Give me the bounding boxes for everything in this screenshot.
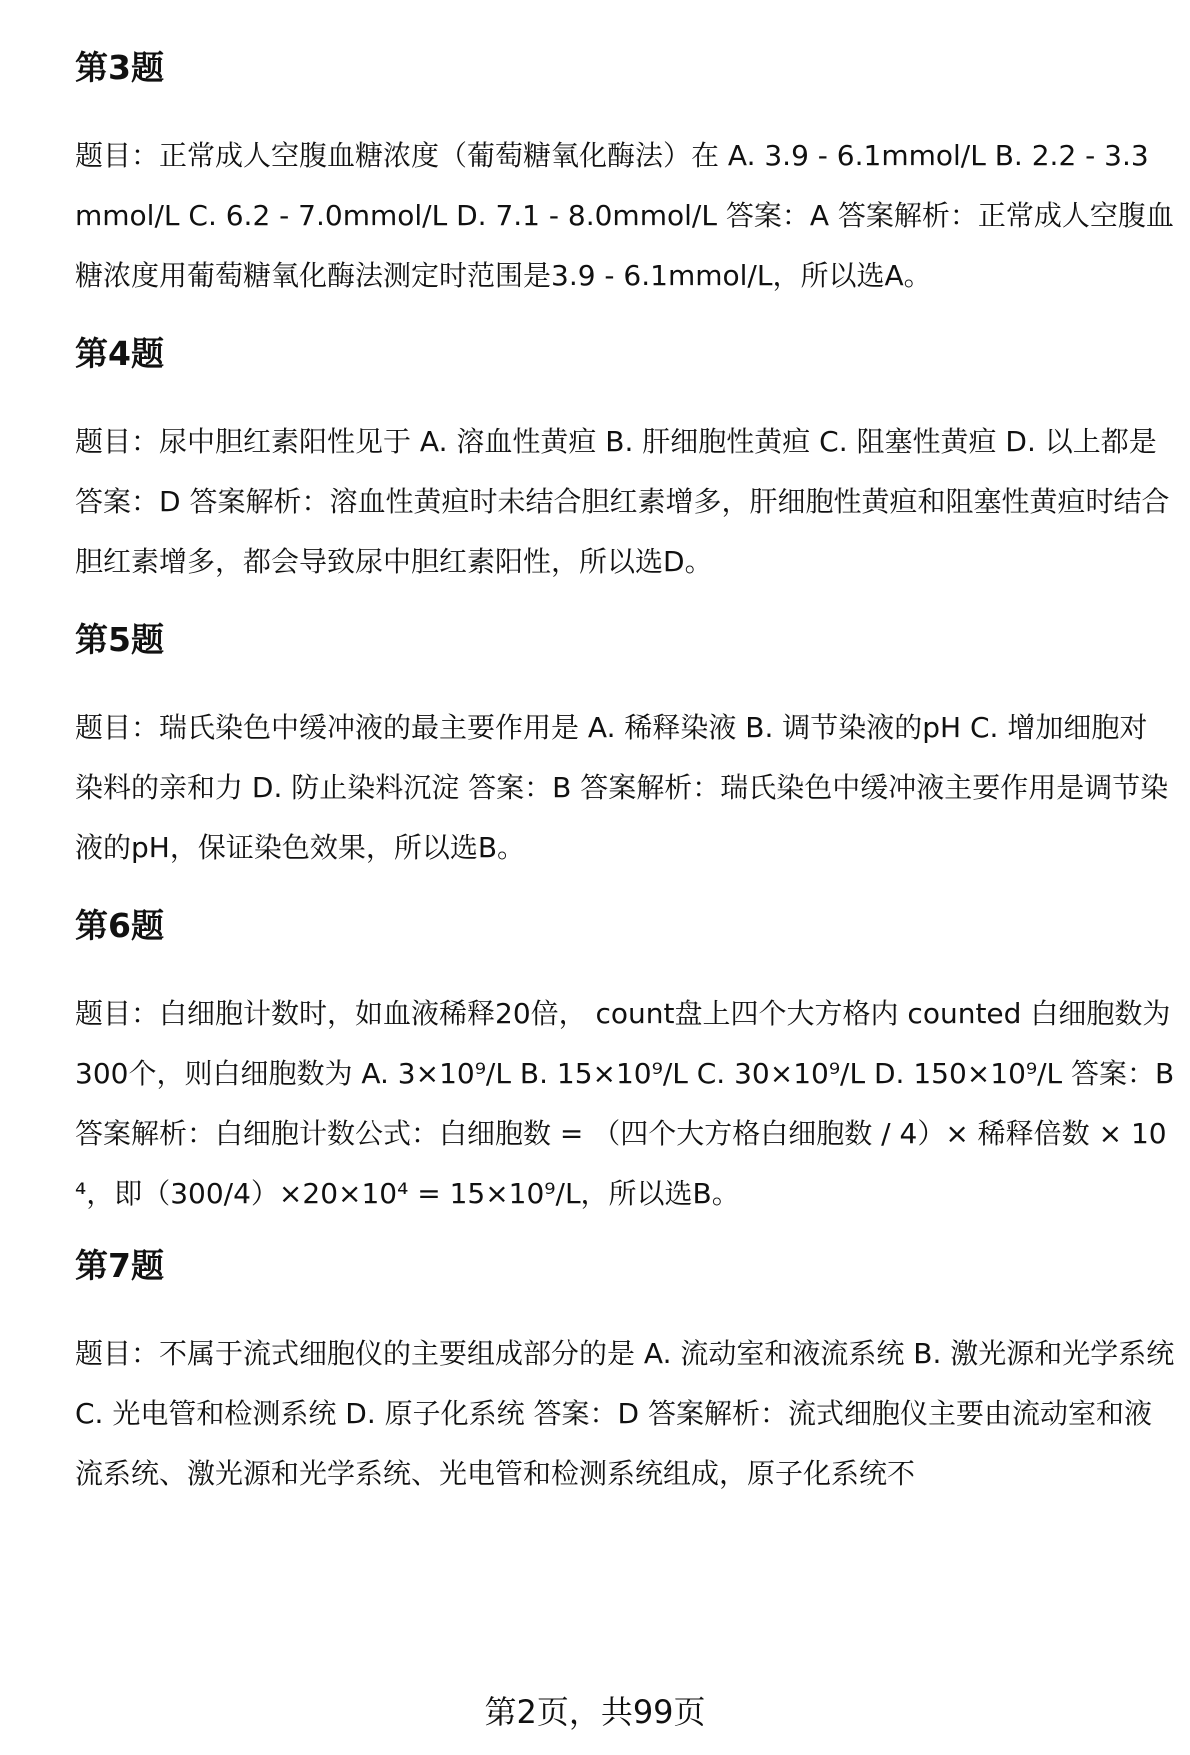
question-4-body: 题目：尿中胆红素阳性见于 A. 溶血性黄疸 B. 肝细胞性黄疸 C. 阻塞性黄疸 D. 以上都是 答案：D 答案解析：溶血性黄疸时未结合胆红素增多，肝细胞性黄疸和阻塞性黄疸时结合胆红素增多，都会导致尿中胆红素阳性，所以选D。 bbox=[75, 425, 1170, 578]
question-3-heading: 第3题 bbox=[75, 48, 164, 87]
question-5-body: 题目：瑞氏染色中缓冲液的最主要作用是 A. 稀释染液 B. 调节染液的pH C. 增加细胞对染料的亲和力 D. 防止染料沉淀 答案：B 答案解析：瑞氏染色中缓冲液主要作用是调节染液的pH，保证染色效果，所以选B。 bbox=[75, 711, 1169, 864]
question-7-heading: 第7题 bbox=[75, 1246, 164, 1285]
question-7-body: 题目：不属于流式细胞仪的主要组成部分的是 A. 流动室和液流系统 B. 激光源和光学系统 C. 光电管和检测系统 D. 原子化系统 答案：D 答案解析：流式细胞仪主要由流动室和液流系统、激光源和光学系统、光电管和检测系统组成，原子化系统不 bbox=[75, 1337, 1175, 1490]
page-indicator: 第2页，共99页 bbox=[484, 1693, 706, 1731]
question-5-heading: 第5题 bbox=[75, 620, 164, 659]
question-3-body: 题目：正常成人空腹血糖浓度（葡萄糖氧化酶法）在 A. 3.9 - 6.1mmol/L B. 2.2 - 3.3mmol/L C. 6.2 - 7.0mmol/L D. 7.1 - 8.0mmol/L 答案：A 答案解析：正常成人空腹血糖浓度用葡萄糖氧化酶法测定时范围是3.9 - 6.1mmol/L，所以选A。 bbox=[75, 139, 1174, 292]
question-6-heading: 第6题 bbox=[75, 906, 164, 945]
question-6-body: 题目：白细胞计数时，如血液稀释20倍， count盘上四个大方格内 counted 白细胞数为300个，则白细胞数为 A. 3×10⁹/L B. 15×10⁹/L C. 30×10⁹/L D. 150×10⁹/L 答案：B 答案解析：白细胞计数公式：白细胞数 = （四个大方格白细胞数 / 4）× 稀释倍数 × 10⁴，即（300/4）×20×10⁴ = 15×10⁹/L，所以选B。 bbox=[75, 997, 1175, 1210]
question-4-heading: 第4题 bbox=[75, 334, 164, 373]
